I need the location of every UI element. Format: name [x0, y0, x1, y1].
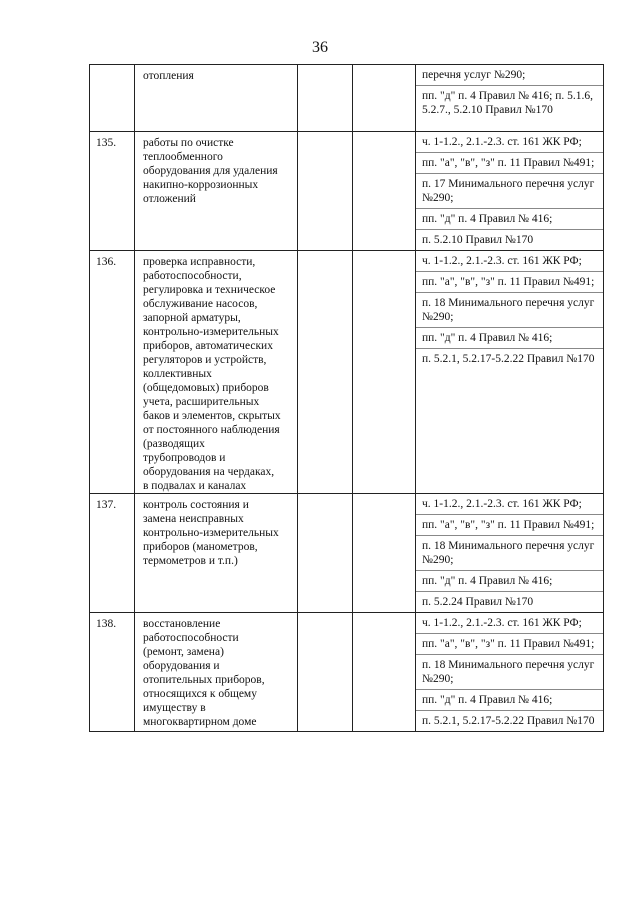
legal-reference	[416, 613, 604, 732]
empty-cell	[353, 132, 416, 251]
table-row	[90, 613, 604, 732]
reference-line: ч. 1-1.2., 2.1.-2.3. ст. 161 ЖК РФ;	[416, 251, 603, 272]
reference-line: п. 18 Минимального перечня услуг №290;	[416, 293, 603, 328]
reference-line: пп. "а", "в", "з" п. 11 Правил №491;	[416, 515, 603, 536]
row-number: 136.	[90, 251, 135, 494]
row-number	[90, 65, 135, 132]
work-description: восстановление работоспособности (ремонт, замена) оборудования и отопительных приборов, относящихся к общему имуществу в многоквартирном доме	[135, 613, 298, 732]
reference-line: пп. "д" п. 4 Правил № 416;	[416, 328, 603, 349]
reference-line: перечня услуг №290;	[416, 65, 603, 86]
reference-line: пп. "а", "в", "з" п. 11 Правил №491;	[416, 634, 603, 655]
reference-line: пп. "а", "в", "з" п. 11 Правил №491;	[416, 153, 603, 174]
empty-cell	[298, 494, 353, 613]
empty-cell	[298, 613, 353, 732]
table-row	[90, 65, 604, 132]
row-number: 138.	[90, 613, 135, 732]
empty-cell	[353, 65, 416, 132]
legal-reference	[416, 494, 604, 613]
work-description: работы по очистке теплообменного оборудования для удаления накипно-коррозионных отложений	[135, 132, 298, 251]
reference-line: п. 5.2.24 Правил №170	[422, 596, 534, 608]
reference-line: ч. 1-1.2., 2.1.-2.3. ст. 161 ЖК РФ;	[416, 613, 603, 634]
reference-line: пп. "д" п. 4 Правил № 416;	[416, 690, 603, 711]
empty-cell	[353, 494, 416, 613]
page-number: 36	[312, 39, 328, 56]
reference-line: пп. "д" п. 4 Правил № 416;	[416, 209, 603, 230]
reference-line: пп. "а", "в", "з" п. 11 Правил №491;	[416, 272, 603, 293]
reference-line: п. 17 Минимального перечня услуг №290;	[416, 174, 603, 209]
table-row	[90, 132, 604, 251]
row-number: 137.	[90, 494, 135, 613]
reference-line: пп. "д" п. 4 Правил № 416;	[416, 571, 603, 592]
work-description: контроль состояния и замена неисправных контрольно-измерительных приборов (манометров, термометров и т.п.)	[135, 494, 298, 613]
empty-cell	[353, 613, 416, 732]
reference-line: п. 5.2.10 Правил №170	[422, 234, 534, 246]
reference-line: ч. 1-1.2., 2.1.-2.3. ст. 161 ЖК РФ;	[416, 132, 603, 153]
regulation-table	[89, 64, 604, 732]
legal-reference	[416, 132, 604, 251]
empty-cell	[298, 132, 353, 251]
reference-line: ч. 1-1.2., 2.1.-2.3. ст. 161 ЖК РФ;	[416, 494, 603, 515]
legal-reference	[416, 251, 604, 494]
empty-cell	[353, 251, 416, 494]
work-description: отопления	[135, 65, 298, 132]
work-description: проверка исправности, работоспособности, регулировка и техническое обслуживание насосов, запорной арматуры, контрольно-измерительных приборов, автоматических регуляторов и устройств, коллективных (общедомовых) приборов учета, расширительных баков и элементов, скрытых от постоянного наблюдения (разводящих трубопроводов и оборудования на чердаках, в подвалах и каналах	[135, 251, 298, 494]
reference-line: п. 5.2.1, 5.2.17-5.2.22 Правил №170	[422, 715, 595, 727]
legal-reference	[416, 65, 604, 132]
reference-line: пп. "д" п. 4 Правил № 416; п. 5.1.6, 5.2.7., 5.2.10 Правил №170	[422, 90, 594, 116]
reference-line: п. 18 Минимального перечня услуг №290;	[416, 655, 603, 690]
table-row	[90, 251, 604, 494]
reference-line: п. 18 Минимального перечня услуг №290;	[416, 536, 603, 571]
reference-line: п. 5.2.1, 5.2.17-5.2.22 Правил №170	[422, 353, 595, 365]
table-row	[90, 494, 604, 613]
empty-cell	[298, 65, 353, 132]
row-number: 135.	[90, 132, 135, 251]
empty-cell	[298, 251, 353, 494]
